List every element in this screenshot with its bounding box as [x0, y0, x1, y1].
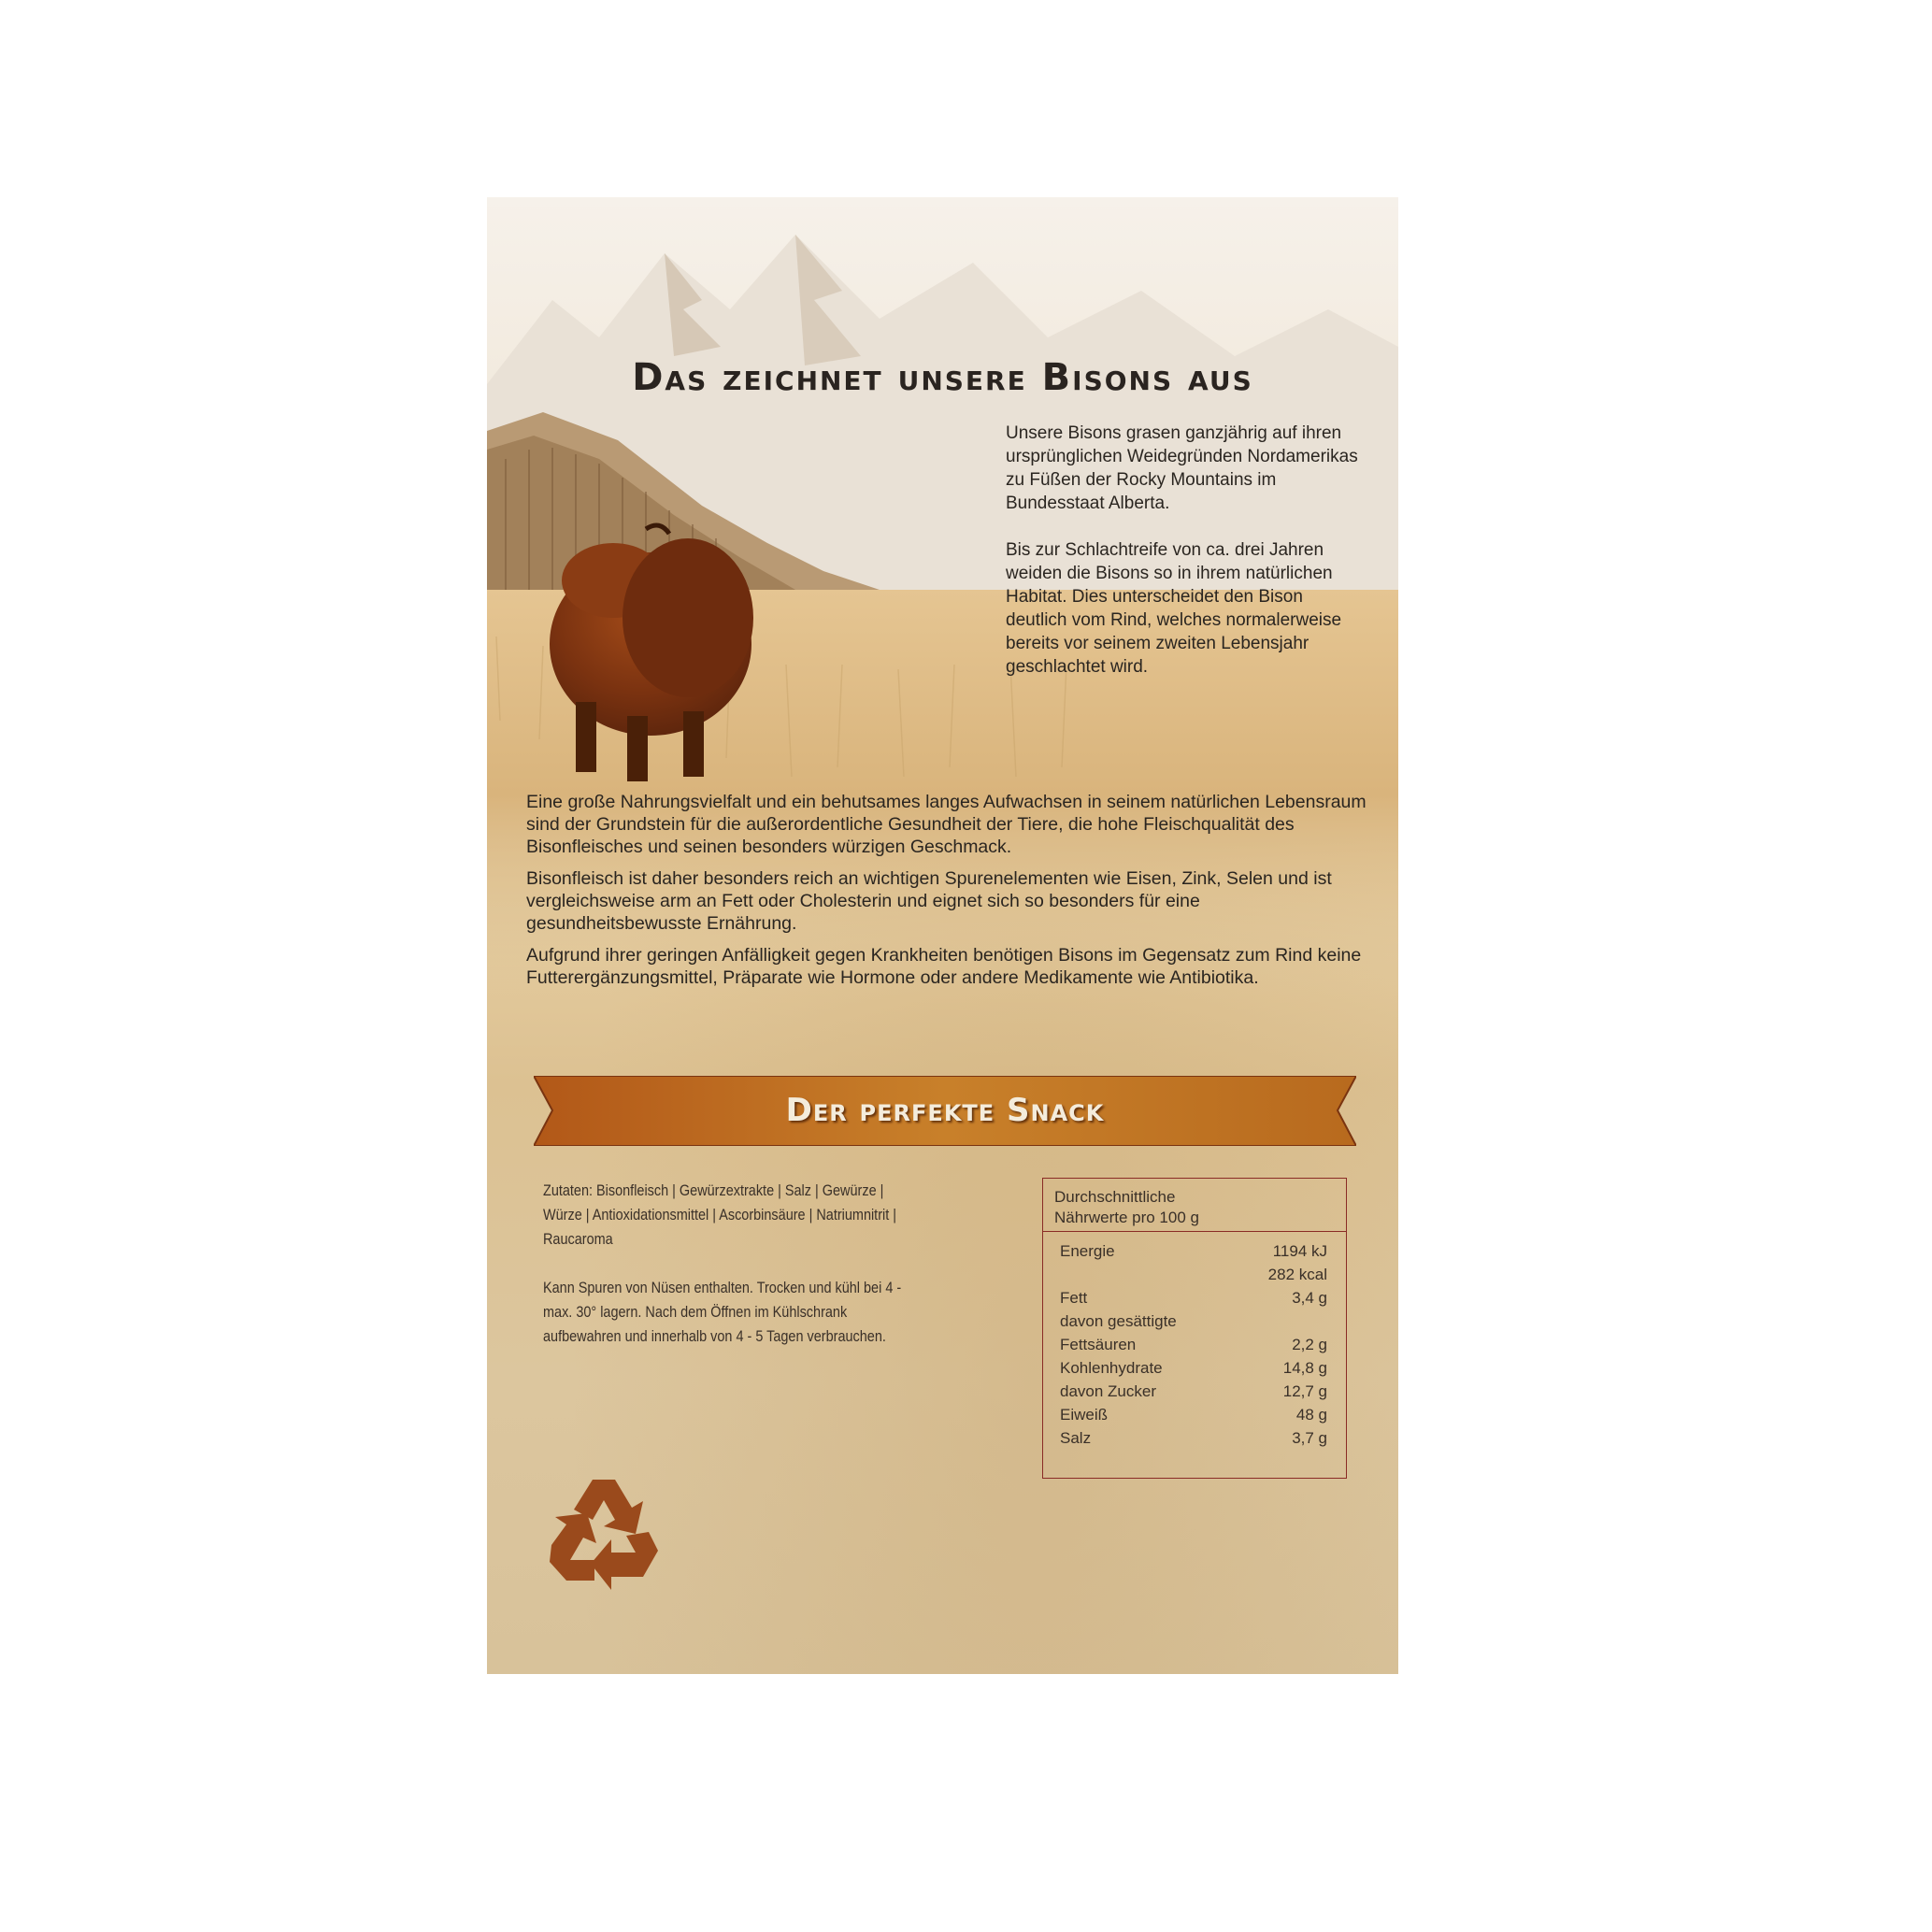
body-paragraph: Aufgrund ihrer geringen Anfälligkeit gegen Krankheiten benötigen Bisons im Gegensatz zum Rind keine Futterergänzungsmittel, Präparate wie Hormone oder andere Medikamente wie Antibiotika. [526, 945, 1362, 988]
nutrition-value: 14,8 g [1282, 1359, 1327, 1377]
storage-text: Kann Spuren von Nüsen enthalten. Trocken und kühl bei 4 - max. 30° lagern. Nach dem Öffnen im Kühlschrank aufbewahren und innerhalb von 4 - 5 Tagen verbrauchen. [543, 1279, 902, 1345]
body-text [526, 791, 1367, 998]
page-title: Das zeichnet unsere Bisons aus [632, 356, 1253, 399]
nutrition-row [1060, 1426, 1327, 1450]
recycle-icon [538, 1468, 669, 1599]
intro-text [1006, 422, 1361, 702]
nutrition-heading-line: Durchschnittliche [1054, 1188, 1176, 1206]
nutrition-value: 282 kcal [1267, 1266, 1327, 1283]
nutrition-row [1060, 1239, 1327, 1263]
nutrition-label: Fett [1060, 1289, 1088, 1307]
nutrition-label: davon Zucker [1060, 1382, 1156, 1400]
nutrition-row [1060, 1263, 1327, 1286]
nutrition-row [1060, 1286, 1327, 1309]
nutrition-value: 1194 kJ [1272, 1242, 1327, 1260]
nutrition-row [1060, 1333, 1327, 1356]
nutrition-label: Salz [1060, 1429, 1092, 1447]
nutrition-value: 12,7 g [1282, 1382, 1327, 1400]
nutrition-heading-line: Nährwerte pro 100 g [1054, 1209, 1199, 1226]
nutrition-value: 3,4 g [1292, 1289, 1327, 1307]
body-paragraph: Bisonfleisch ist daher besonders reich an wichtigen Spurenelementen wie Eisen, Zink, Selen und ist vergleichsweise arm an Fett oder Cholesterin und eignet sich so besonders für eine gesundheitsbewusste Ernährung. [526, 868, 1332, 934]
intro-paragraph: Unsere Bisons grasen ganzjährig auf ihren ursprünglichen Weidegründen Nordamerikas zu Füßen der Rocky Mountains im Bundesstaat Alberta. [1006, 423, 1358, 513]
nutrition-label: davon gesättigte [1060, 1312, 1177, 1330]
ingredients-text: Zutaten: Bisonfleisch | Gewürzextrakte | Salz | Gewürze | Würze | Antioxidationsmittel | Ascorbinsäure | Natriumnitrit | Raucaroma [543, 1181, 897, 1248]
nutrition-label: Energie [1060, 1242, 1115, 1260]
snack-banner [534, 1076, 1356, 1146]
nutrition-label: Fettsäuren [1060, 1336, 1137, 1353]
nutrition-value: 3,7 g [1292, 1429, 1327, 1447]
nutrition-label: Kohlenhydrate [1060, 1359, 1163, 1377]
intro-paragraph: Bis zur Schlachtreife von ca. drei Jahren weiden die Bisons so in ihrem natürlichen Habitat. Dies unterscheidet den Bison deutlich vom Rind, welches normalerweise bereits vor seinem zweiten Lebensjahr geschlachtet wird. [1006, 540, 1342, 677]
package-back [487, 197, 1398, 1674]
banner-label: Der perfekte Snack [785, 1092, 1105, 1129]
nutrition-row [1060, 1309, 1327, 1333]
nutrition-row [1060, 1356, 1327, 1380]
body-paragraph: Eine große Nahrungsvielfalt und ein behutsames langes Aufwachsen in seinem natürlichen Lebensraum sind der Grundstein für die außerordentliche Gesundheit der Tiere, die hohe Fleischqualität des Bisonfleisches und seinen besonders würzigen Geschmack. [526, 792, 1367, 857]
nutrition-label: Eiweiß [1060, 1406, 1109, 1424]
nutrition-row [1060, 1403, 1327, 1426]
nutrition-value: 48 g [1295, 1406, 1327, 1424]
ingredients-block [543, 1179, 902, 1373]
nutrition-heading [1043, 1179, 1346, 1232]
nutrition-table [1042, 1178, 1347, 1479]
nutrition-value: 2,2 g [1292, 1336, 1327, 1353]
nutrition-row [1060, 1380, 1327, 1403]
